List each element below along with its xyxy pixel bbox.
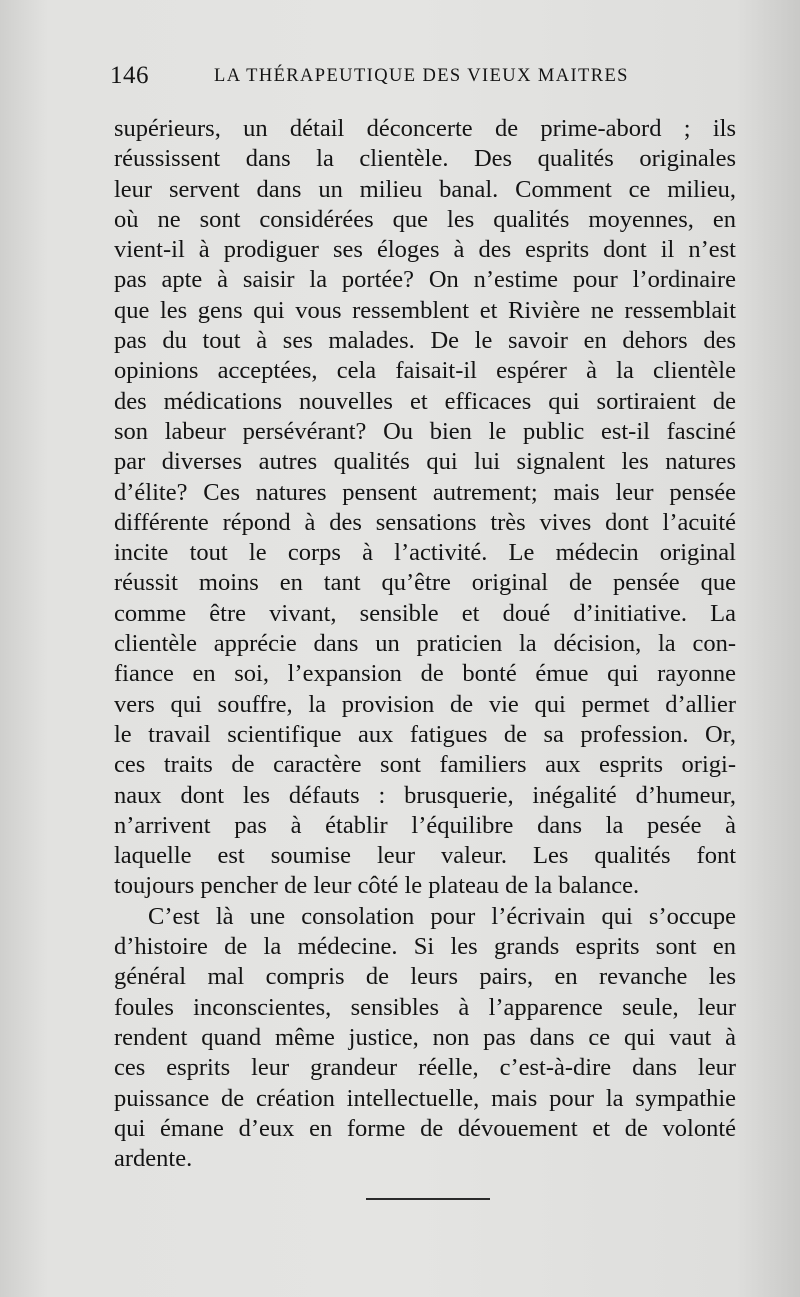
text-line: par diverses autres qualités qui lui signalent les natures [114, 448, 736, 476]
text-line: fiance en soi, l’expansion de bonté émue qui rayonne [114, 660, 736, 688]
text-line: vers qui souffre, la provision de vie qui permet d’allier [114, 690, 736, 718]
text-line: des médications nouvelles et efficaces qui sortiraient de [114, 387, 736, 415]
text-line: laquelle est soumise leur valeur. Les qualités font [114, 842, 736, 870]
text-line: naux dont les défauts : brusquerie, inégalité d’humeur, [114, 781, 736, 809]
text-line: général mal compris de leurs pairs, en revanche les [114, 963, 736, 991]
running-title: LA THÉRAPEUTIQUE DES VIEUX MAITRES [214, 66, 629, 86]
text-line: vient-il à prodiguer ses éloges à des esprits dont il n’est [114, 236, 736, 264]
paragraph-2 [114, 902, 736, 1175]
text-line: toujours pencher de leur côté le plateau de la balance. [114, 872, 640, 900]
text-line: réussit moins en tant qu’être original de pensée que [114, 569, 736, 597]
running-head [110, 62, 736, 92]
text-line: d’histoire de la médecine. Si les grands esprits sont en [114, 933, 736, 961]
text-line: clientèle apprécie dans un praticien la décision, la con- [114, 630, 736, 658]
text-line: leur servent dans un milieu banal. Comment ce milieu, [114, 175, 736, 203]
text-line: son labeur persévérant? Ou bien le public est-il fasciné [114, 417, 736, 445]
text-line: n’arrivent pas à établir l’équilibre dans la pesée à [114, 811, 736, 839]
text-line: ardente. [114, 1145, 193, 1173]
body-text [114, 114, 736, 1174]
end-rule [366, 1198, 490, 1200]
text-line: rendent quand même justice, non pas dans ce qui vaut à [114, 1023, 736, 1051]
text-line: pas apte à saisir la portée? On n’estime pour l’ordinaire [114, 266, 736, 294]
text-line: C’est là une consolation pour l’écrivain qui s’occupe [148, 902, 736, 930]
text-line: différente répond à des sensations très vives dont l’acuité [114, 508, 736, 536]
text-line: réussissent dans la clientèle. Des qualités originales [114, 145, 736, 173]
text-line: où ne sont considérées que les qualités moyennes, en [114, 205, 736, 233]
text-line: opinions acceptées, cela faisait-il espérer à la clientèle [114, 357, 736, 385]
text-line: le travail scientifique aux fatigues de sa profession. Or, [114, 720, 736, 748]
text-line: ces esprits leur grandeur réelle, c’est-à-dire dans leur [114, 1054, 736, 1082]
text-line: qui émane d’eux en forme de dévouement et de volonté [114, 1114, 736, 1142]
text-line: puissance de création intellectuelle, mais pour la sympathie [114, 1084, 736, 1112]
text-line: pas du tout à ses malades. De le savoir en dehors des [114, 327, 736, 355]
page-number: 146 [110, 62, 149, 89]
text-line: supérieurs, un détail déconcerte de prime-abord ; ils [114, 115, 736, 142]
text-line: comme être vivant, sensible et doué d’initiative. La [114, 599, 736, 627]
text-line: d’élite? Ces natures pensent autrement; mais leur pensée [114, 478, 736, 506]
text-line: que les gens qui vous ressemblent et Rivière ne ressemblait [114, 296, 736, 324]
text-line: foules inconscientes, sensibles à l’apparence seule, leur [114, 993, 736, 1021]
paragraph-1 [114, 114, 736, 902]
text-line: ces traits de caractère sont familiers aux esprits origi- [114, 751, 736, 779]
text-line: incite tout le corps à l’activité. Le médecin original [114, 539, 736, 567]
